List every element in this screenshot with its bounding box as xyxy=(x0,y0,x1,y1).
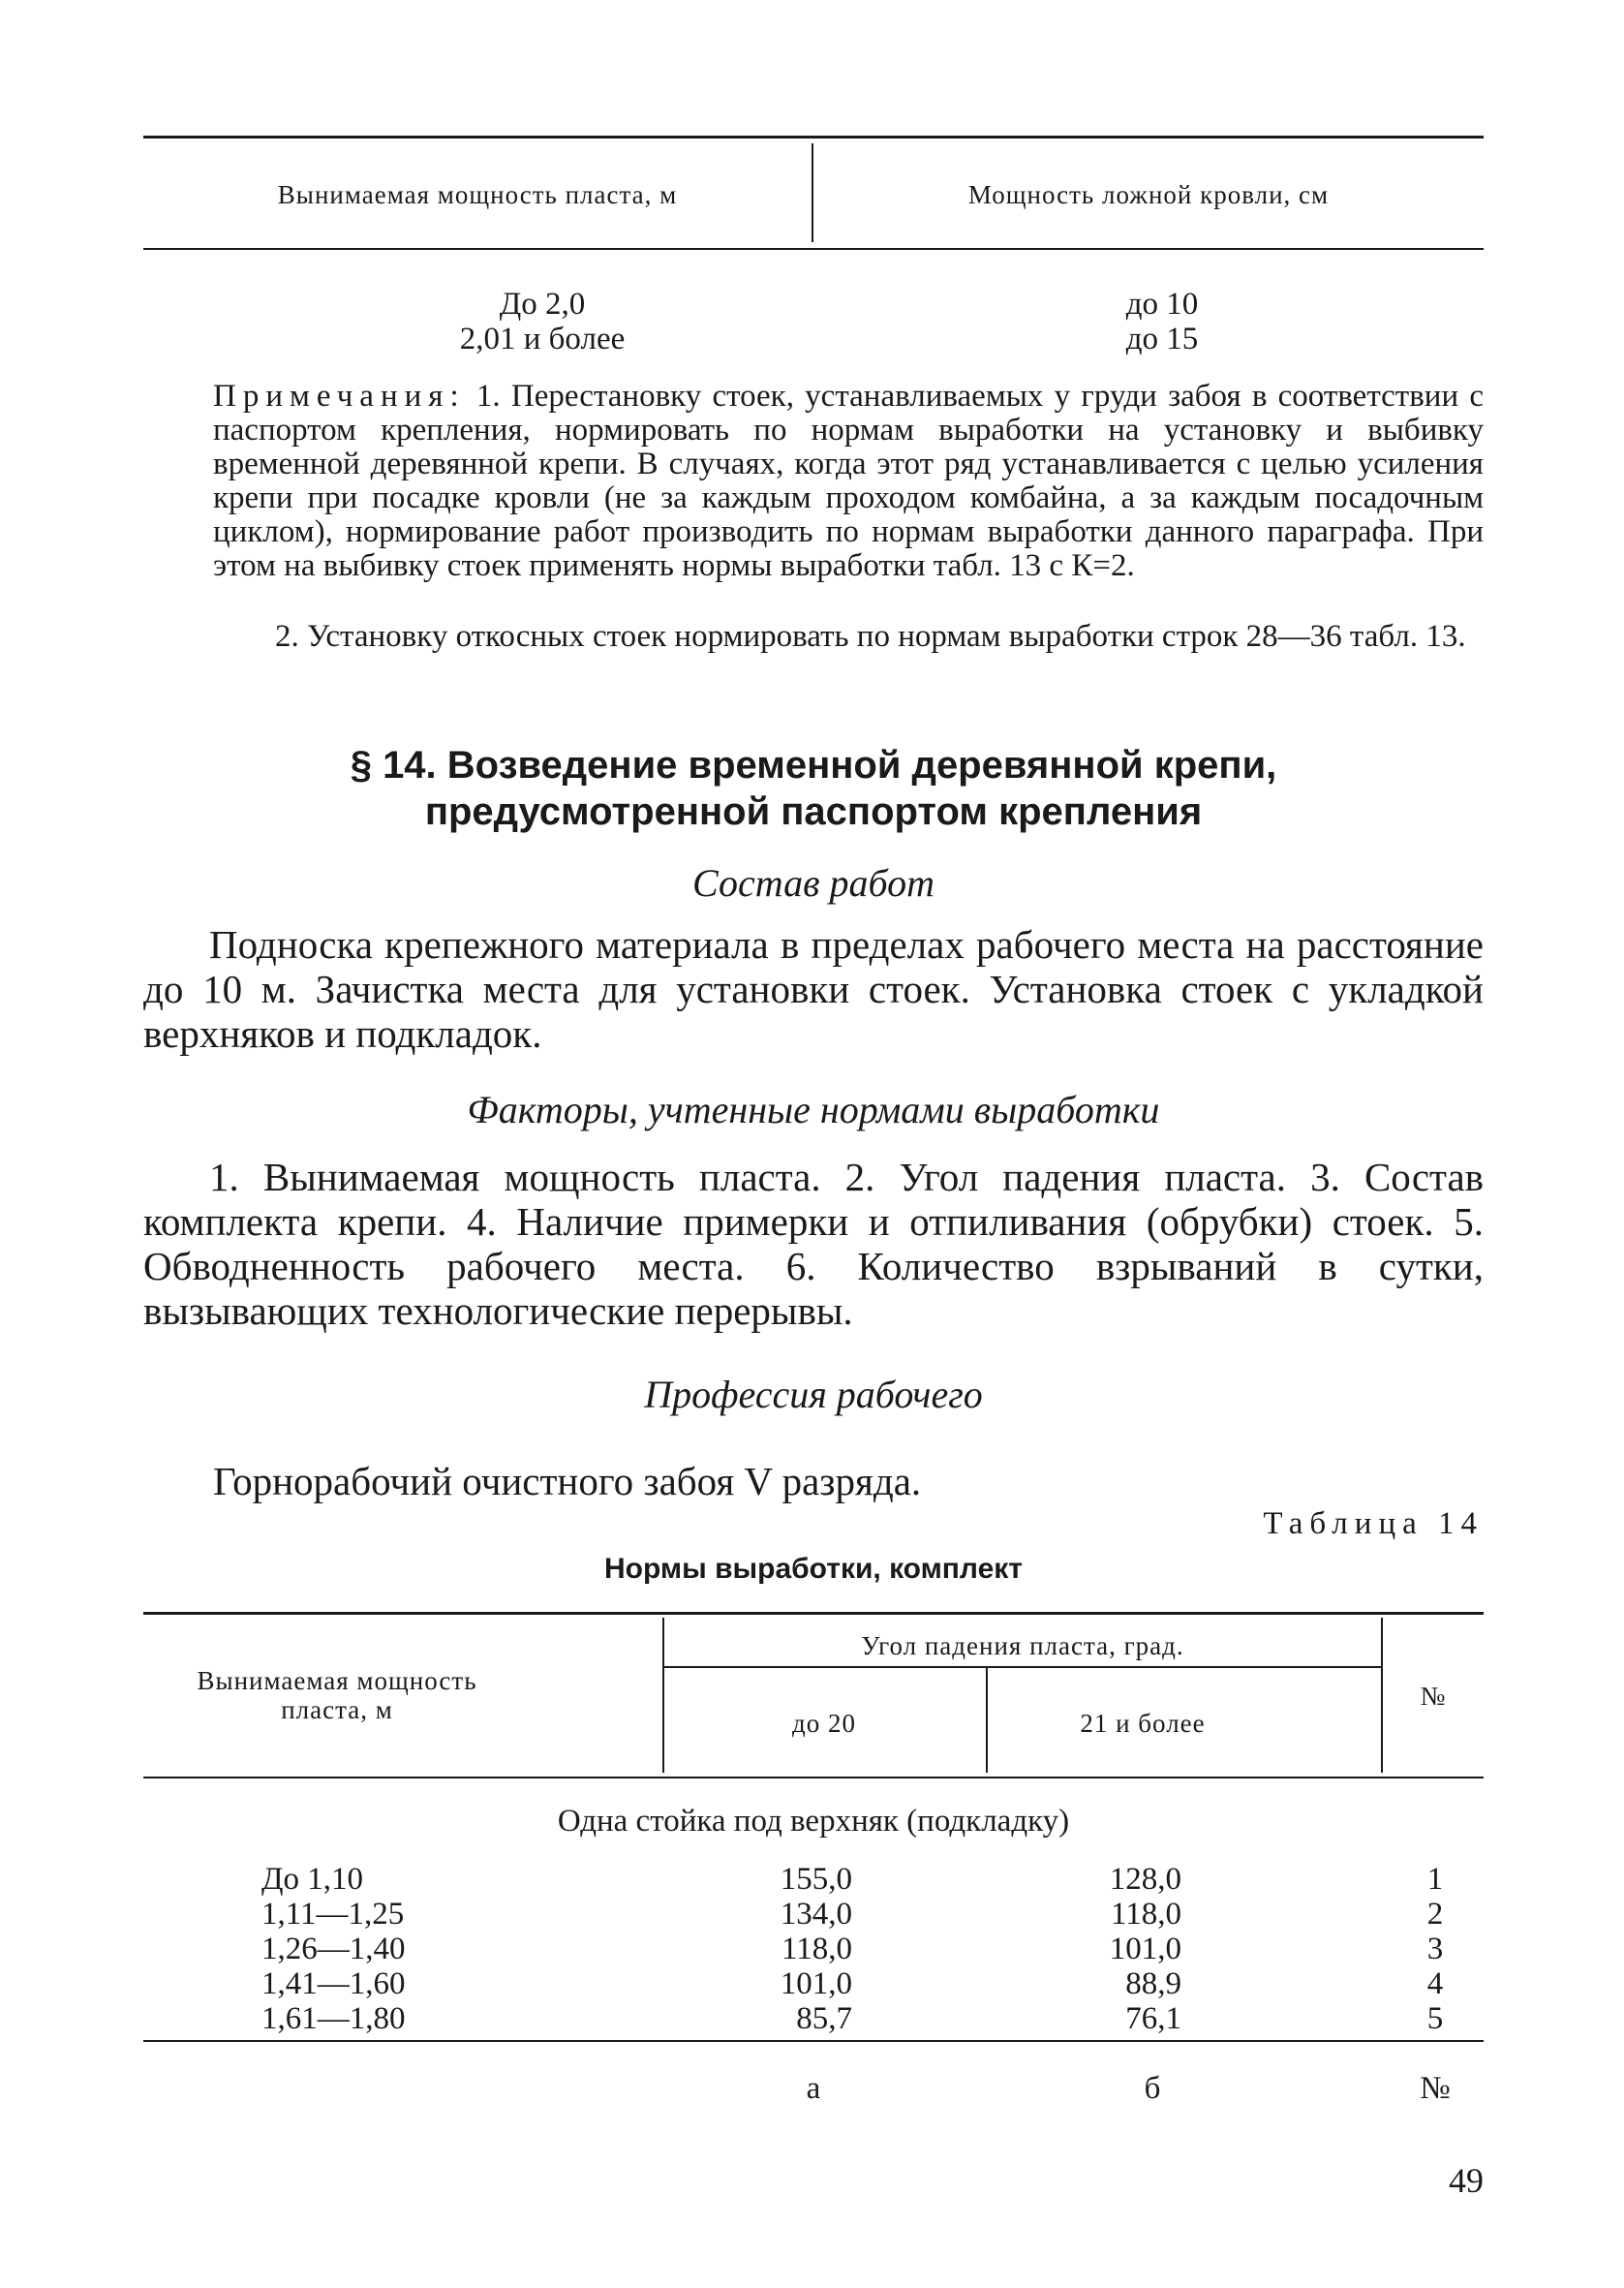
profession-text: Горнорабочий очистного забоя V разряда. xyxy=(213,1459,922,1503)
no-cell: 5 xyxy=(1426,2001,1444,2036)
table-label: Таблица 14 xyxy=(1263,1506,1484,1541)
work-heading: Состав работ xyxy=(692,861,935,905)
table-row-no xyxy=(1416,1862,1455,2036)
norms-rule-top xyxy=(143,1612,1484,1615)
table-row-b xyxy=(1065,1862,1181,2036)
thickness-cell: 1,61—1,80 xyxy=(261,2001,406,2036)
a-cell: 118,0 xyxy=(781,1932,852,1966)
b-cell: 118,0 xyxy=(1110,1897,1181,1932)
footer-no: № xyxy=(1420,2071,1451,2106)
profession-heading: Профессия рабочего xyxy=(644,1373,983,1416)
section-title-line-2: предусмотренной паспортом крепления xyxy=(424,790,1203,833)
thickness-cell: 1,26—1,40 xyxy=(261,1932,406,1966)
col-angle-header: Угол падения пласта, град. xyxy=(861,1631,1184,1660)
b-cell: 101,0 xyxy=(1109,1932,1181,1966)
notes-block xyxy=(213,380,1484,583)
top-table-rule-top xyxy=(143,136,1484,139)
page-number: 49 xyxy=(1449,2161,1484,2200)
footer-b: б xyxy=(1144,2071,1161,2106)
top-table-header-thickness: Вынимаемая мощность пласта, м xyxy=(277,180,678,209)
col-a-header: до 20 xyxy=(792,1709,856,1738)
col-b-header: 21 и более xyxy=(1080,1709,1206,1738)
top-table-roof-1: до 10 xyxy=(1125,287,1199,322)
no-cell: 1 xyxy=(1426,1862,1444,1897)
a-cell: 85,7 xyxy=(796,2001,852,2036)
no-cell: 2 xyxy=(1426,1897,1444,1932)
col-no-header: № xyxy=(1420,1682,1447,1711)
norms-rule-mid xyxy=(143,1777,1484,1778)
note-1: 1. Перестановку стоек, устанавливаемых у груди забоя в соответствии с паспортом крепления, нормировать по нормам выработки на установку и выбивку временной деревянной крепи. В случаях, когда этот ряд устанавливается с целью усиления крепи при посадке кровли (не за каждым проходом комбайна, а за каждым посадочным циклом), нормирование работ производить по нормам выработки данного параграфа. При этом на выбивку стоек применять нормы выработки табл. 13 с К=2. xyxy=(213,379,1484,583)
top-table-roof-2: до 15 xyxy=(1125,322,1199,356)
top-table-rule-mid xyxy=(143,248,1484,250)
thickness-cell: 1,11—1,25 xyxy=(261,1897,405,1932)
section-title-line-1: § 14. Возведение временной деревянной крепи, xyxy=(350,744,1277,787)
norms-rule-angle xyxy=(662,1666,1381,1668)
norms-rule-bottom xyxy=(143,2040,1484,2042)
top-table-row xyxy=(368,287,717,356)
notes-label: Примечания: xyxy=(213,379,466,414)
table-row-a xyxy=(736,1862,852,2036)
a-cell: 134,0 xyxy=(780,1897,852,1932)
note-2: 2. Установку откосных стоек нормировать по нормам выработки строк 28—36 табл. 13. xyxy=(275,619,1466,654)
top-table-thickness-2: 2,01 и более xyxy=(459,322,626,356)
factors-heading: Факторы, учтенные нормами выработки xyxy=(467,1088,1160,1131)
table-row-thickness xyxy=(261,1862,436,2036)
thickness-cell: 1,41—1,60 xyxy=(261,1966,406,2001)
work-text: Подноска крепежного материала в пределах рабочего места на расстояние до 10 м. Зачистка места для установки стоек. Установка стоек с укладкой верхняков и подкладок. xyxy=(143,922,1484,1056)
thickness-cell: До 1,10 xyxy=(261,1862,364,1897)
section-title xyxy=(143,742,1484,835)
a-cell: 101,0 xyxy=(780,1966,852,2001)
top-table-row xyxy=(1046,287,1278,356)
b-cell: 128,0 xyxy=(1109,1862,1181,1897)
b-cell: 88,9 xyxy=(1125,1966,1181,2001)
table-title: Нормы выработки, комплект xyxy=(604,1553,1023,1585)
top-table-thickness-1: До 2,0 xyxy=(499,287,586,322)
no-cell: 4 xyxy=(1426,1966,1444,2001)
factors-text: 1. Вынимаемая мощность пласта. 2. Угол падения пласта. 3. Состав комплекта крепи. 4. Наличие примерки и отпиливания (обрубки) стоек. 5. Обводненность рабочего места. 6. Количество взрываний в сутки, вызывающих технологические перерывы. xyxy=(143,1155,1484,1333)
a-cell: 155,0 xyxy=(780,1862,852,1897)
group-label: Одна стойка под верхняк (подкладку) xyxy=(557,1804,1070,1839)
col-thickness-header: Вынимаемая мощность пласта, м xyxy=(197,1666,477,1724)
b-cell: 76,1 xyxy=(1125,2001,1181,2036)
footer-a: а xyxy=(806,2071,821,2106)
no-cell: 3 xyxy=(1426,1932,1444,1966)
top-table-header-roof: Мощность ложной кровли, см xyxy=(967,180,1330,209)
